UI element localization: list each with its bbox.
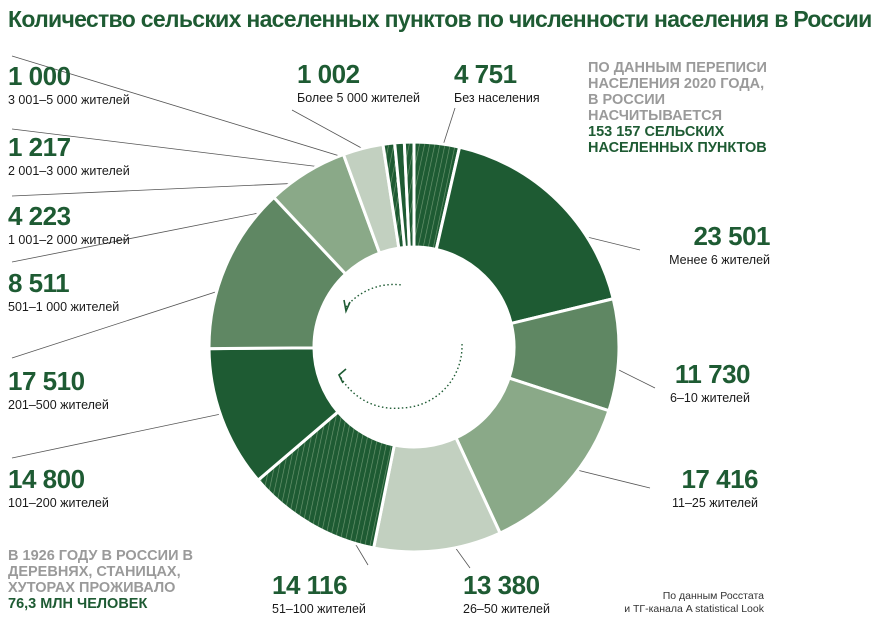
source-note bbox=[624, 590, 764, 616]
label-501-1000 bbox=[8, 269, 119, 315]
category: 6–10 жителей bbox=[670, 391, 750, 405]
source-line-2: и ТГ-канала A statistical Look bbox=[624, 603, 764, 615]
category: Без населения bbox=[454, 91, 540, 105]
label-2001-3000 bbox=[8, 133, 130, 179]
source-line-1: По данным Росстата bbox=[662, 590, 764, 602]
value: 1 217 bbox=[8, 132, 71, 162]
label-less-6 bbox=[669, 222, 770, 268]
label-201-500 bbox=[8, 367, 109, 413]
value: 17 416 bbox=[681, 464, 758, 494]
value: 4 223 bbox=[8, 201, 71, 231]
donut-slices bbox=[209, 142, 619, 552]
label-11-25 bbox=[672, 465, 758, 511]
note-1926-text: В 1926 ГОДУ В РОССИИ В ДЕРЕВНЯХ, СТАНИЦАХ, ХУТОРАХ ПРОЖИВАЛО bbox=[8, 548, 194, 596]
category: Более 5 000 жителей bbox=[297, 91, 420, 105]
category: 1 001–2 000 жителей bbox=[8, 233, 130, 247]
census-note-highlight: 153 157 СЕЛЬСКИХ НАСЕЛЕННЫХ ПУНКТОВ bbox=[588, 124, 767, 156]
value: 14 116 bbox=[272, 570, 348, 600]
value: 1 002 bbox=[297, 59, 360, 89]
value: 17 510 bbox=[8, 366, 85, 396]
label-1001-2000 bbox=[8, 202, 130, 248]
category: 201–500 жителей bbox=[8, 398, 109, 412]
value: 8 511 bbox=[8, 268, 70, 298]
category: 501–1 000 жителей bbox=[8, 300, 120, 314]
center-arrows bbox=[339, 284, 462, 408]
label-26-50 bbox=[463, 571, 550, 617]
census-note bbox=[588, 60, 773, 156]
category: 2 001–3 000 жителей bbox=[8, 164, 130, 178]
value: 23 501 bbox=[693, 221, 770, 251]
category: Менее 6 жителей bbox=[669, 253, 770, 267]
label-3001-5000 bbox=[8, 62, 130, 108]
note-1926-highlight: 76,3 МЛН ЧЕЛОВЕК bbox=[8, 596, 148, 612]
chart-title: Количество сельских населенных пунктов по численности населения в России bbox=[8, 6, 872, 32]
label-more-5000 bbox=[297, 60, 420, 106]
category: 26–50 жителей bbox=[463, 602, 550, 616]
donut-slice bbox=[436, 147, 613, 323]
label-51-100 bbox=[272, 571, 366, 617]
category: 11–25 жителей bbox=[672, 496, 758, 510]
census-note-text: ПО ДАННЫМ ПЕРЕПИСИ НАСЕЛЕНИЯ 2020 ГОДА, В РОССИИ НАСЧИТЫВАЕТСЯ bbox=[588, 60, 767, 124]
value: 4 751 bbox=[454, 59, 517, 89]
label-no-population bbox=[454, 60, 540, 106]
category: 3 001–5 000 жителей bbox=[8, 93, 130, 107]
value: 1 000 bbox=[8, 61, 71, 91]
value: 14 800 bbox=[8, 464, 85, 494]
label-6-10 bbox=[670, 360, 750, 406]
value: 13 380 bbox=[463, 570, 540, 600]
label-101-200 bbox=[8, 465, 109, 511]
category: 51–100 жителей bbox=[272, 602, 366, 616]
value: 11 730 bbox=[674, 359, 750, 389]
category: 101–200 жителей bbox=[8, 496, 109, 510]
leader-line bbox=[12, 407, 252, 458]
note-1926 bbox=[8, 548, 218, 612]
